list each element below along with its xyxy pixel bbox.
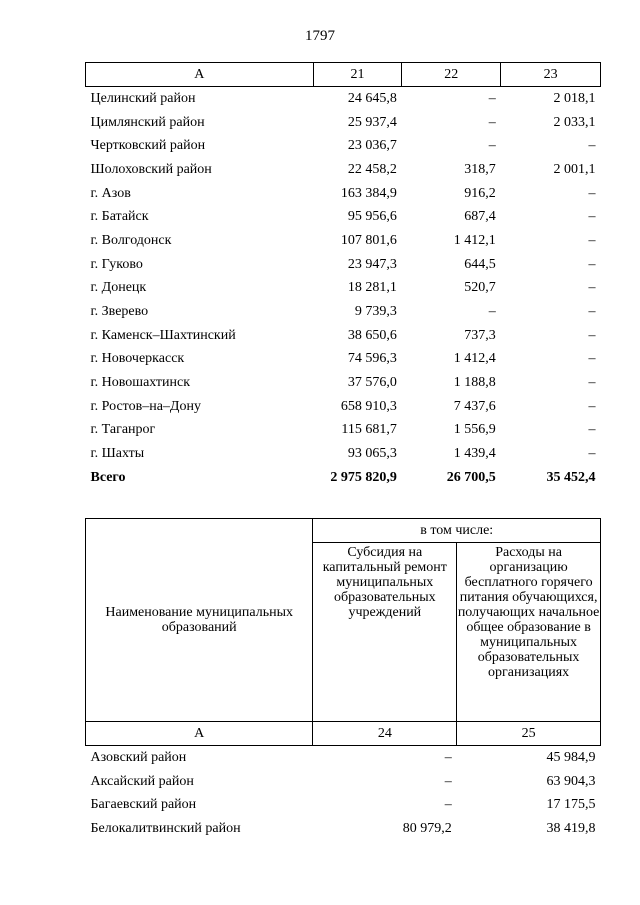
column-code-24: 24	[313, 722, 457, 746]
value-col-21: 107 801,6	[340, 232, 397, 248]
municipality-name: г. Таганрог	[90, 422, 156, 438]
page-number: 1797	[305, 28, 335, 44]
value-col-21: 74 596,3	[347, 351, 397, 367]
value-col-21: 23 947,3	[347, 256, 397, 272]
table-row	[86, 182, 601, 206]
value-col-21: 9 739,3	[354, 304, 397, 320]
municipality-name: Аксайский район	[90, 773, 194, 789]
value-col-23: –	[588, 398, 596, 414]
value-col-25: 63 904,3	[546, 773, 596, 789]
value-col-22: 7 437,6	[453, 398, 496, 414]
value-col-23: –	[588, 351, 596, 367]
municipality-name: г. Донецк	[90, 280, 147, 296]
value-col-21: 38 650,6	[347, 327, 397, 343]
municipality-name: г. Гуково	[90, 256, 143, 272]
value-col-22: –	[488, 138, 496, 154]
municipality-name: г. Азов	[90, 185, 131, 201]
municipality-name: г. Шахты	[90, 446, 145, 462]
value-col-24: 80 979,2	[402, 820, 452, 836]
municipality-name: Шолоховский район	[90, 161, 212, 177]
column-header-22: 22	[402, 63, 501, 87]
table-row	[86, 442, 601, 466]
value-col-22: 520,7	[464, 280, 496, 296]
value-col-22: 737,3	[464, 327, 496, 343]
total-col-21: 2 975 820,9	[330, 469, 397, 485]
value-col-23: –	[588, 232, 596, 248]
total-col-22: 26 700,5	[446, 469, 496, 485]
table-row	[86, 419, 601, 443]
value-col-21: 18 281,1	[347, 280, 397, 296]
column-code-25: 25	[457, 722, 601, 746]
municipality-name: г. Каменск–Шахтинский	[90, 327, 236, 343]
value-col-23: 2 001,1	[553, 161, 596, 177]
column-header-21: 21	[313, 63, 402, 87]
table-row	[86, 300, 601, 324]
value-col-23: –	[588, 422, 596, 438]
table-row	[86, 253, 601, 277]
column-code-row	[86, 722, 601, 746]
value-col-24: –	[444, 797, 452, 813]
value-col-25: 38 419,8	[546, 820, 596, 836]
total-label: Всего	[90, 469, 126, 485]
municipality-name: Целинский район	[90, 90, 196, 106]
table-row	[86, 770, 601, 794]
column-code-a: А	[86, 722, 313, 746]
value-col-23: –	[588, 304, 596, 320]
table-row	[86, 395, 601, 419]
column-header-24: Субсидия на капитальный ремонт муниципальных образовательных учреждений	[313, 543, 457, 722]
table-row	[86, 817, 601, 841]
municipality-name: Чертковский район	[90, 138, 206, 154]
value-col-21: 37 576,0	[347, 375, 397, 391]
table-header-row	[86, 519, 601, 543]
including-header: в том числе:	[313, 519, 601, 543]
value-col-22: 1 556,9	[453, 422, 496, 438]
value-col-21: 22 458,2	[347, 161, 397, 177]
municipality-name: г. Ростов–на–Дону	[90, 398, 201, 414]
value-col-22: 1 412,1	[453, 232, 496, 248]
value-col-22: 318,7	[464, 161, 496, 177]
table-row	[86, 205, 601, 229]
column-header-23: 23	[501, 63, 601, 87]
table-row	[86, 229, 601, 253]
municipality-name: Багаевский район	[90, 797, 197, 813]
municipality-name: г. Батайск	[90, 209, 149, 225]
value-col-22: –	[488, 114, 496, 130]
value-col-21: 95 956,6	[347, 209, 397, 225]
value-col-21: 25 937,4	[347, 114, 397, 130]
column-header-a: А	[86, 63, 314, 87]
value-col-25: 17 175,5	[546, 797, 596, 813]
municipality-name: Белокалитвинский район	[90, 820, 241, 836]
value-col-23: –	[588, 375, 596, 391]
value-col-23: –	[588, 209, 596, 225]
value-col-22: 644,5	[464, 256, 496, 272]
value-col-23: –	[588, 280, 596, 296]
total-col-23: 35 452,4	[546, 469, 596, 485]
column-header-25: Расходы на организацию бесплатного горячего питания обучающихся, получающих начальное общее образование в муниципальных образовательных организациях	[457, 543, 601, 722]
municipality-name: г. Новошахтинск	[90, 375, 191, 391]
value-col-21: 658 910,3	[340, 398, 397, 414]
table-row	[86, 158, 601, 182]
value-col-23: –	[588, 138, 596, 154]
value-col-24: –	[444, 773, 452, 789]
value-col-23: –	[588, 446, 596, 462]
table-row	[86, 134, 601, 158]
value-col-22: –	[488, 304, 496, 320]
value-col-21: 24 645,8	[347, 90, 397, 106]
municipality-name: г. Зверево	[90, 304, 149, 320]
value-col-22: 1 439,4	[453, 446, 496, 462]
municipality-name-header: Наименование муниципальных образований	[86, 519, 313, 722]
budget-table-continued	[85, 62, 601, 490]
value-col-21: 23 036,7	[347, 138, 397, 154]
table-row	[86, 793, 601, 817]
value-col-23: 2 018,1	[553, 90, 596, 106]
value-col-24: –	[444, 749, 452, 765]
table-row	[86, 87, 601, 111]
municipality-name: г. Волгодонск	[90, 232, 172, 248]
value-col-23: –	[588, 327, 596, 343]
table-header-row	[86, 63, 601, 87]
value-col-22: 687,4	[464, 209, 496, 225]
municipality-name: Цимлянский район	[90, 114, 205, 130]
value-col-21: 115 681,7	[341, 422, 397, 438]
value-col-23: –	[588, 185, 596, 201]
value-col-21: 163 384,9	[340, 185, 397, 201]
value-col-21: 93 065,3	[347, 446, 397, 462]
table-row	[86, 111, 601, 135]
table-row	[86, 277, 601, 301]
value-col-22: 1 412,4	[453, 351, 496, 367]
table-row	[86, 348, 601, 372]
municipality-name: г. Новочеркасск	[90, 351, 185, 367]
budget-table-section	[85, 518, 601, 841]
value-col-22: 916,2	[464, 185, 496, 201]
total-row	[86, 466, 601, 490]
value-col-25: 45 984,9	[546, 749, 596, 765]
table-row	[86, 324, 601, 348]
value-col-23: 2 033,1	[553, 114, 596, 130]
value-col-22: 1 188,8	[453, 375, 496, 391]
table-row	[86, 371, 601, 395]
municipality-name: Азовский район	[90, 749, 187, 765]
value-col-23: –	[588, 256, 596, 272]
value-col-22: –	[488, 90, 496, 106]
table-row	[86, 746, 601, 770]
